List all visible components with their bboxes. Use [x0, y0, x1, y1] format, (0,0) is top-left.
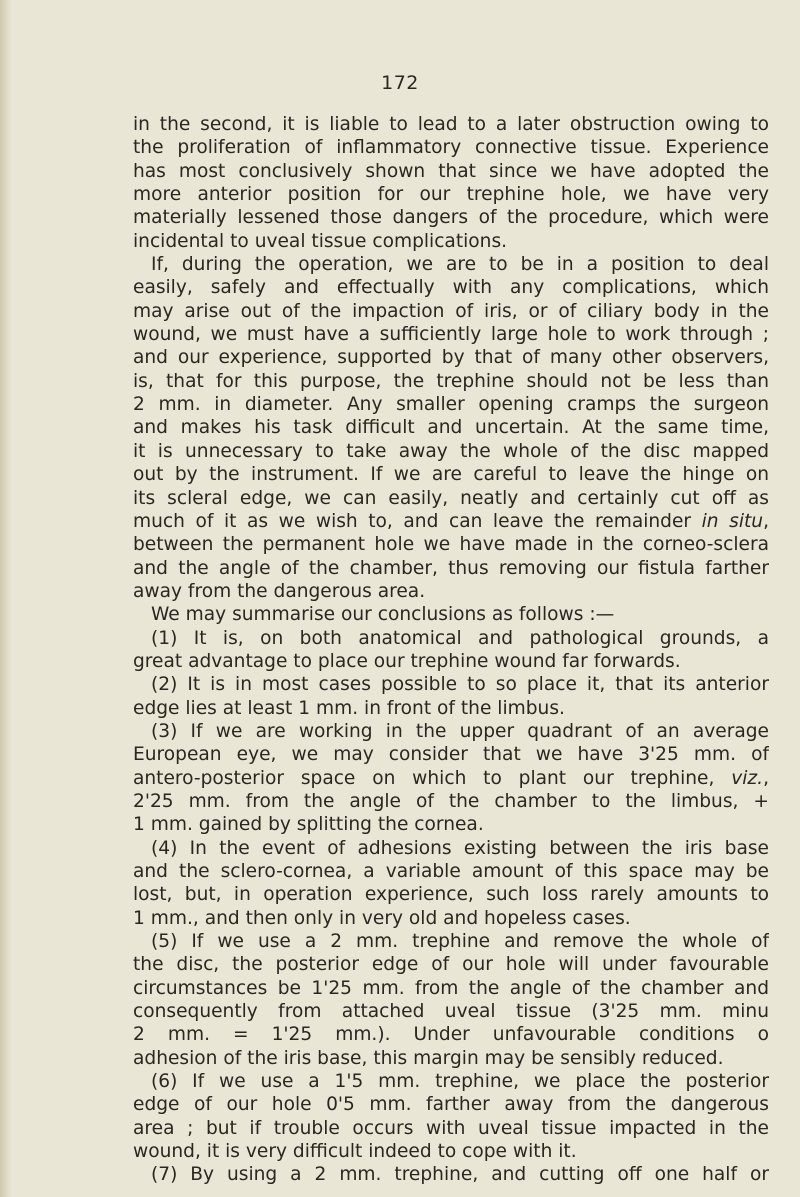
text-line: has most conclusively shown that since we have adopted the [133, 160, 769, 182]
text-line: circumstances be 1'25 mm. from the angle of the chamber and [133, 977, 769, 999]
text-line: (7) By using a 2 mm. trephine, and cutting off one half or [151, 1164, 769, 1186]
text-line: between the permanent hole we have made in the corneo-sclera [133, 534, 769, 556]
text-line: and makes his task difficult and uncertain. At the same time, [133, 417, 769, 439]
text-line: edge lies at least 1 mm. in front of the limbus. [133, 697, 565, 719]
body-text [133, 113, 769, 1187]
text-line: it is unnecessary to take away the whole of the disc mapped [133, 440, 769, 462]
text-line: its scleral edge, we can easily, neatly and certainly cut off as [133, 487, 769, 509]
text-line: 1 mm., and then only in very old and hopeless cases. [133, 907, 631, 929]
text-line: out by the instrument. If we are careful to leave the hinge on [133, 464, 769, 486]
text-line: in the second, it is liable to lead to a later obstruction owing to [133, 114, 769, 135]
text-line: 2 mm. = 1'25 mm.). Under unfavourable conditions o [133, 1024, 769, 1046]
text-line: antero-posterior space on which to plant our trephine, viz., [133, 767, 769, 789]
text-line: the proliferation of inflammatory connective tissue. Experience [133, 137, 769, 159]
text-line: the disc, the posterior edge of our hole will under favourable [133, 954, 769, 976]
text-line: If, during the operation, we are to be in a position to deal [151, 254, 769, 276]
text-line: and our experience, supported by that of many other observers, [133, 347, 769, 369]
text-line: (4) In the event of adhesions existing between the iris base [151, 837, 769, 859]
text-line: easily, safely and effectually with any complications, which [133, 277, 769, 299]
text-line: more anterior position for our trephine hole, we have very [133, 184, 769, 206]
text-line: wound, it is very difficult indeed to cope with it. [133, 1141, 577, 1163]
text-line: wound, we must have a sufficiently large hole to work through ; [133, 324, 769, 346]
text-line: 1 mm. gained by splitting the cornea. [133, 814, 484, 836]
text-line: area ; but if trouble occurs with uveal tissue impacted in the [133, 1117, 769, 1139]
text-line: adhesion of the iris base, this margin may be sensibly reduced. [133, 1047, 724, 1069]
text-line: (5) If we use a 2 mm. trephine and remove the whole of [151, 931, 769, 953]
text-line: (1) It is, on both anatomical and pathological grounds, a [151, 627, 769, 649]
text-line: incidental to uveal tissue complications. [133, 230, 508, 252]
text-line: much of it as we wish to, and can leave the remainder in situ, [133, 510, 769, 532]
text-line: edge of our hole 0'5 mm. farther away from the dangerous [133, 1094, 769, 1116]
text-line: and the angle of the chamber, thus removing our fistula farther [133, 557, 769, 579]
text-line: We may summarise our conclusions as follows :— [151, 604, 615, 626]
text-line: may arise out of the impaction of iris, or of ciliary body in the [133, 300, 769, 322]
text-line: is, that for this purpose, the trephine should not be less than [133, 370, 769, 392]
text-line: consequently from attached uveal tissue (3'25 mm. minu [133, 1001, 769, 1023]
text-line: European eye, we may consider that we have 3'25 mm. of [133, 744, 769, 766]
text-line: materially lessened those dangers of the procedure, which were [133, 207, 769, 229]
text-line: away from the dangerous area. [133, 580, 426, 602]
text-line: 2 mm. in diameter. Any smaller opening cramps the surgeon [133, 394, 769, 416]
text-line: 2'25 mm. from the angle of the chamber to the limbus, + [133, 790, 769, 812]
text-line: (6) If we use a 1'5 mm. trephine, we place the posterior [151, 1071, 769, 1093]
text-line: (3) If we are working in the upper quadrant of an average [151, 720, 769, 742]
text-line: lost, but, in operation experience, such loss rarely amounts to [133, 884, 769, 906]
text-line: and the sclero-cornea, a variable amount of this space may be [133, 861, 769, 882]
page-number: 172 [381, 72, 419, 94]
text-line: (2) It is in most cases possible to so place it, that its anterior [151, 674, 769, 696]
page-spine-shadow [0, 0, 12, 1197]
text-line: great advantage to place our trephine wound far forwards. [133, 650, 681, 672]
